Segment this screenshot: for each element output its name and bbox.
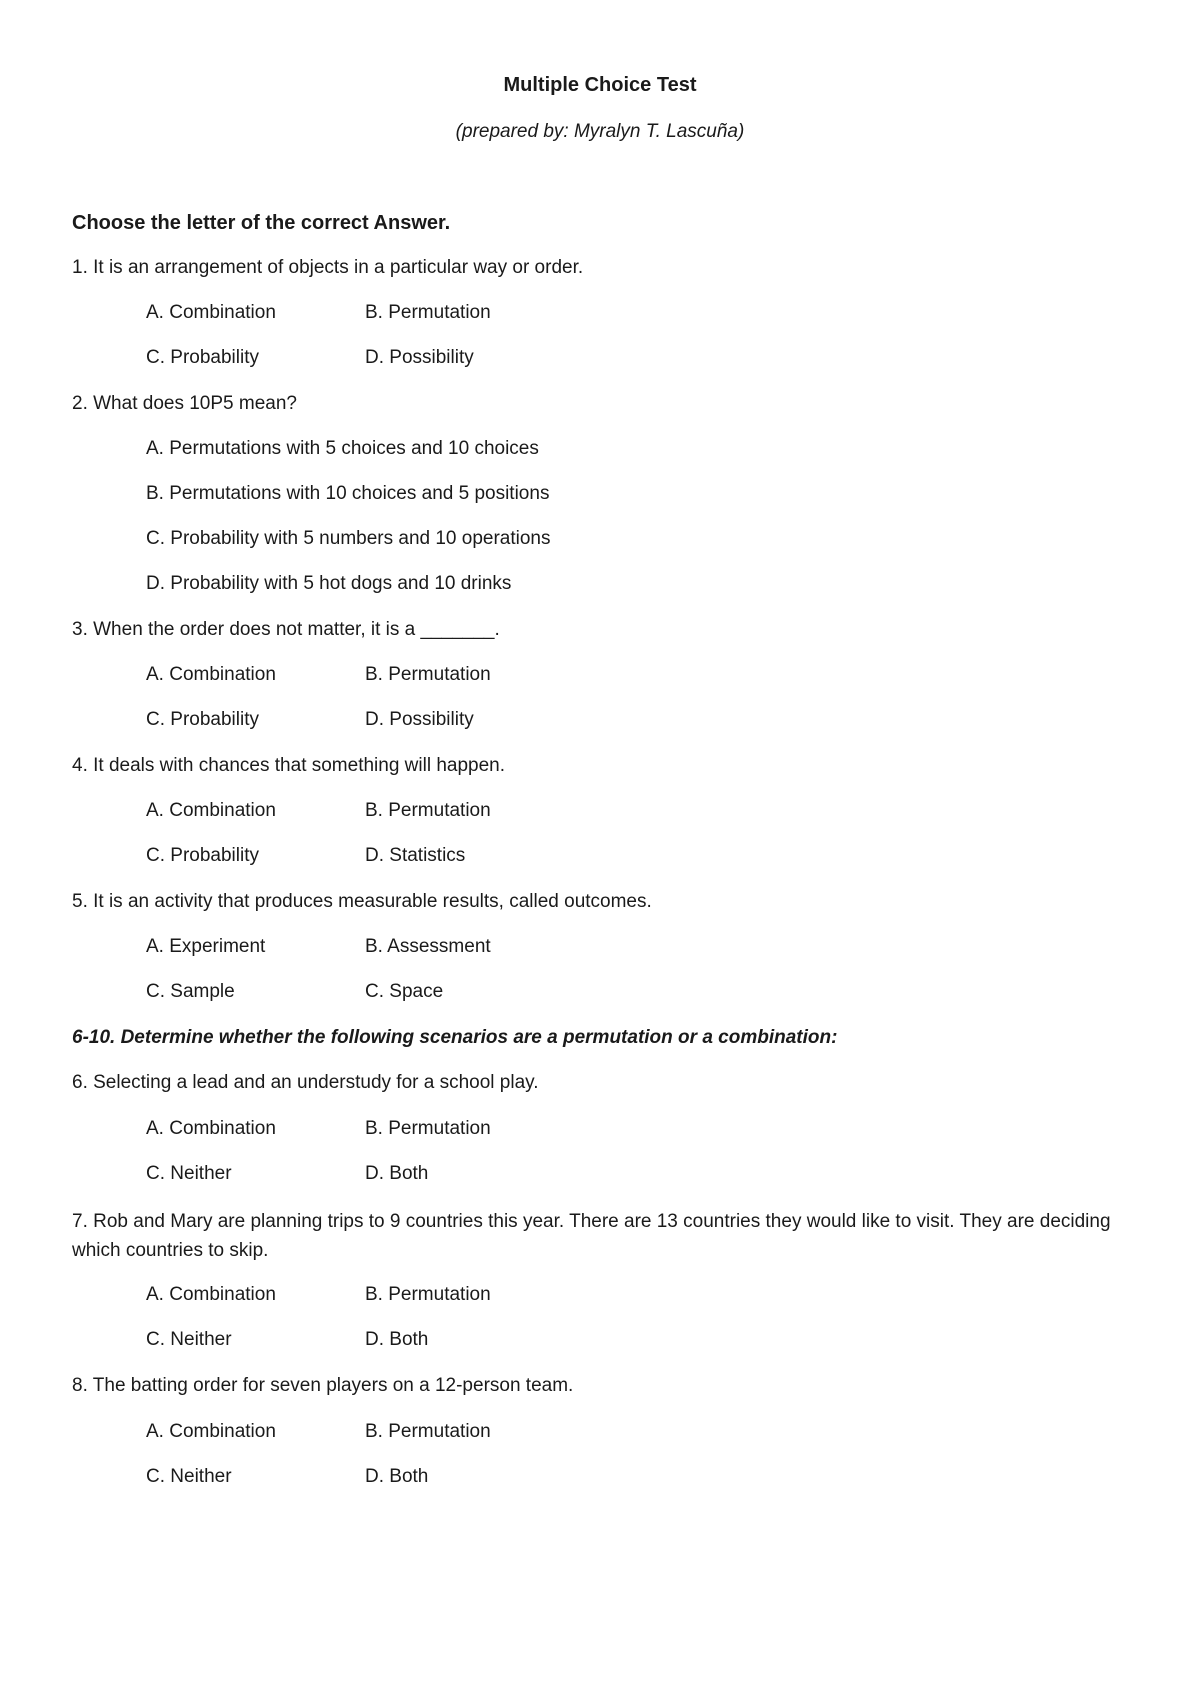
section-heading: 6-10. Determine whether the following scenarios are a permutation or a combination: xyxy=(72,1027,838,1048)
q7-option-b: B. Permutation xyxy=(365,1284,491,1305)
question-6: 6. Selecting a lead and an understudy for a school play. xyxy=(72,1072,539,1093)
q8-option-d: D. Both xyxy=(365,1466,429,1487)
page-title: Multiple Choice Test xyxy=(503,74,697,96)
q5-option-a: A. Experiment xyxy=(146,936,266,957)
q1-option-b: B. Permutation xyxy=(365,302,491,323)
q7-option-c: C. Neither xyxy=(146,1329,232,1350)
q7-option-d: D. Both xyxy=(365,1329,429,1350)
q3-option-b: B. Permutation xyxy=(365,664,491,685)
q1-option-c: C. Probability xyxy=(146,347,259,368)
question-7: 7. Rob and Mary are planning trips to 9 countries this year. There are 13 countries they would like to visit. They are deciding which countries to skip. xyxy=(72,1211,1111,1261)
q6-option-d: D. Both xyxy=(365,1163,429,1184)
q1-option-d: D. Possibility xyxy=(365,347,474,368)
q6-option-a: A. Combination xyxy=(146,1118,276,1139)
q8-option-a: A. Combination xyxy=(146,1421,276,1442)
q2-option-a: A. Permutations with 5 choices and 10 choices xyxy=(146,438,539,459)
q8-option-c: C. Neither xyxy=(146,1466,232,1487)
question-1: 1. It is an arrangement of objects in a particular way or order. xyxy=(72,257,584,278)
q3-option-d: D. Possibility xyxy=(365,709,474,730)
instruction: Choose the letter of the correct Answer. xyxy=(72,212,451,234)
question-5: 5. It is an activity that produces measurable results, called outcomes. xyxy=(72,891,652,912)
q8-option-b: B. Permutation xyxy=(365,1421,491,1442)
q5-option-b: B. Assessment xyxy=(365,936,491,957)
question-8: 8. The batting order for seven players on a 12-person team. xyxy=(72,1375,574,1396)
question-3: 3. When the order does not matter, it is a _______. xyxy=(72,619,500,640)
q1-option-a: A. Combination xyxy=(146,302,276,323)
q4-option-b: B. Permutation xyxy=(365,800,491,821)
q4-option-a: A. Combination xyxy=(146,800,276,821)
q4-option-d: D. Statistics xyxy=(365,845,466,866)
q5-option-d: C. Space xyxy=(365,981,444,1002)
q3-option-c: C. Probability xyxy=(146,709,259,730)
q5-option-c: C. Sample xyxy=(146,981,235,1002)
page-subtitle: (prepared by: Myralyn T. Lascuña) xyxy=(455,121,745,142)
question-4: 4. It deals with chances that something will happen. xyxy=(72,755,506,776)
q6-option-c: C. Neither xyxy=(146,1163,232,1184)
q4-option-c: C. Probability xyxy=(146,845,259,866)
question-2: 2. What does 10P5 mean? xyxy=(72,393,297,414)
q7-option-a: A. Combination xyxy=(146,1284,276,1305)
q2-option-b: B. Permutations with 10 choices and 5 positions xyxy=(146,483,550,504)
q6-option-b: B. Permutation xyxy=(365,1118,491,1139)
q2-option-c: C. Probability with 5 numbers and 10 operations xyxy=(146,528,551,549)
q2-option-d: D. Probability with 5 hot dogs and 10 drinks xyxy=(146,573,512,594)
q3-option-a: A. Combination xyxy=(146,664,276,685)
